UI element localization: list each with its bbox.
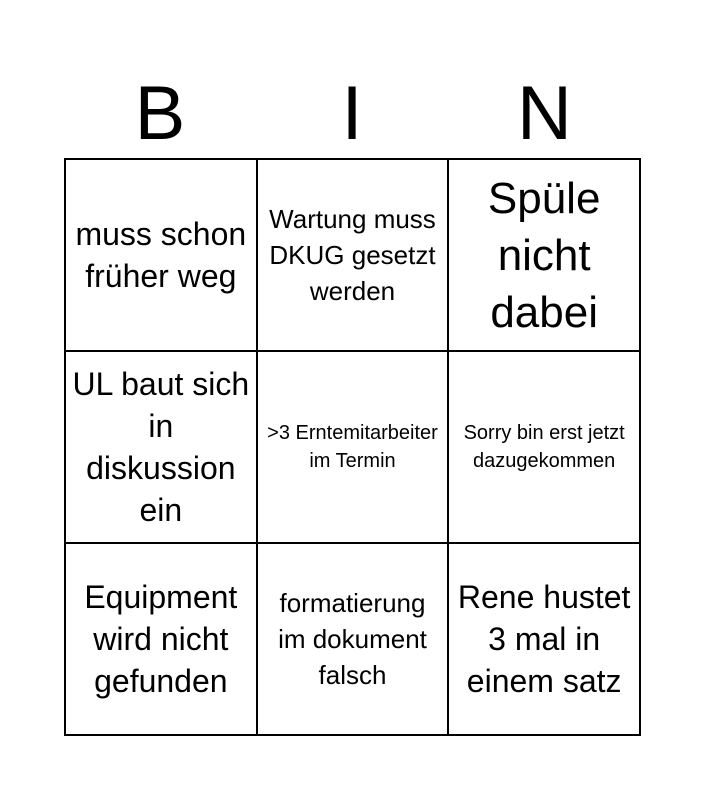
bingo-cell-r2c1[interactable] [66, 352, 258, 544]
bingo-cell-r1c2[interactable] [258, 160, 450, 352]
bingo-cell-r2c3[interactable] [449, 352, 641, 544]
bingo-cell-text: formatierung im dokument falsch [278, 588, 427, 690]
bingo-cell-r3c3[interactable] [449, 544, 641, 736]
header-letter-n: N [517, 71, 572, 156]
bingo-cell-text: Spüle nicht dabei [487, 173, 601, 337]
bingo-cell-text: UL baut sich in diskussion ein [72, 366, 250, 528]
bingo-cell-text: Sorry bin erst jetzt dazugekommen [463, 422, 625, 472]
bingo-cell-text: Rene hustet 3 mal in einem satz [457, 579, 631, 699]
header-letter-i: I [341, 71, 363, 156]
bingo-board [64, 158, 641, 736]
bingo-cell-r1c1[interactable] [66, 160, 258, 352]
bingo-cell-text: Wartung muss DKUG gesetzt werden [269, 204, 436, 306]
bingo-cell-text: Equipment wird nicht gefunden [84, 579, 238, 699]
bingo-cell-r1c3[interactable] [449, 160, 641, 352]
bingo-cell-r3c1[interactable] [66, 544, 258, 736]
bingo-cell-r3c2[interactable] [258, 544, 450, 736]
bingo-cell-r2c2[interactable] [258, 352, 450, 544]
bingo-cell-text: >3 Erntemitarbeiter im Termin [267, 422, 438, 472]
bingo-header [64, 70, 641, 158]
bingo-cell-text: muss schon früher weg [75, 216, 247, 294]
header-letter-b: B [134, 71, 186, 156]
